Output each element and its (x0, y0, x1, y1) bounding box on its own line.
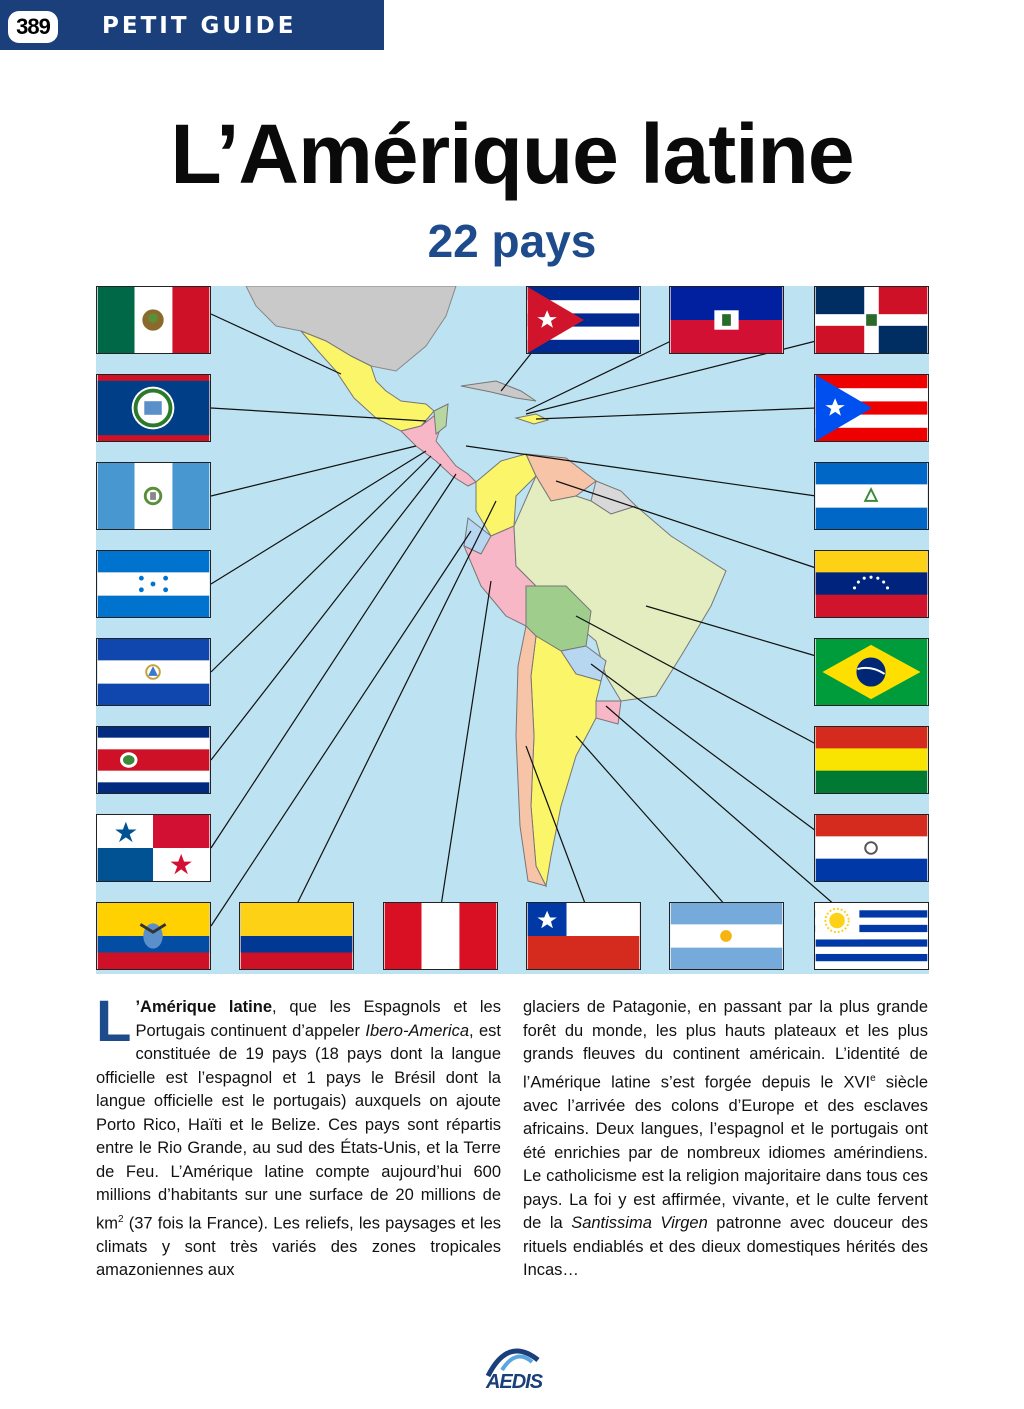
flag-argentina (669, 902, 784, 970)
flag-guatemala (96, 462, 211, 530)
superscript: e (870, 1072, 876, 1084)
body-italic: Ibero-America (365, 1021, 469, 1040)
page-subtitle: 22 pays (427, 215, 597, 267)
map-panel (96, 286, 929, 974)
body-column-1 (96, 989, 501, 1283)
flag-costa-rica (96, 726, 211, 794)
latin-america-map (96, 286, 929, 974)
logo-wordmark: AEDIS (485, 1371, 543, 1393)
body-text: siècle avec l’arrivée des colons d’Europe et des esclaves africains. Deux langues, l’espagnol et le portugais ont été enrichies par de nombreux idiomes amérindiens. Le catholicisme est la religion majoritaire dans tous ces pays. La foi y est affirmée, vivante, et le culte fervent de la (523, 1073, 928, 1232)
flag-belize (96, 374, 211, 442)
flag-mexico (96, 286, 211, 354)
flag-dominican-republic (814, 286, 929, 354)
flag-paraguay (814, 814, 929, 882)
lead-term: ’Amérique latine (135, 998, 272, 1016)
page-title: L’Amérique latine (170, 107, 854, 201)
body-text: glaciers de Patagonie, en passant par la plus grande forêt du monde, les plus hauts plateaux et les plus grands fleuves du continent américain. L’identité de l’Amérique latine s’est forgée depuis le XVI (523, 998, 928, 1091)
flag-puerto-rico (814, 374, 929, 442)
flag-haiti (669, 286, 784, 354)
body-text: , est constituée de 19 pays (18 pays dont la langue officielle est l’espagnol et 1 pays le Brésil dont la langue officielle est le portugais) auxquels on ajoute Porto Rico, Haïti et le Belize. Ces pays sont répartis entre le Rio Grande, au sud des États-Unis, et la Terre de Feu. L’Amérique latine compte aujourd’hui 600 millions d’habitants sur une surface de 20 millions de km (96, 1021, 501, 1232)
body-column-2 (523, 996, 928, 1283)
flag-brazil (814, 638, 929, 706)
drop-cap: L (96, 989, 132, 1054)
body-text: patronne avec douceur des rituels endiablés et des dieux domestiques hérités des Incas… (523, 1214, 928, 1279)
flag-uruguay (814, 902, 929, 970)
flag-honduras (96, 550, 211, 618)
flag-bolivia (814, 726, 929, 794)
flag-panama (96, 814, 211, 882)
header-bar (0, 0, 384, 50)
body-text: (37 fois la France). Les reliefs, les paysages et les climats y sont très variés des zones tropicales amazoniennes aux (96, 1214, 501, 1279)
flag-colombia (239, 902, 354, 970)
flag-cuba (526, 286, 641, 354)
publisher-logo (478, 1340, 550, 1396)
flag-ecuador (96, 902, 211, 970)
flag-venezuela (814, 550, 929, 618)
body-italic: Santissima Virgen (571, 1214, 708, 1232)
flag-chile (526, 902, 641, 970)
flag-peru (383, 902, 498, 970)
series-name: PETIT GUIDE (102, 13, 297, 39)
flag-nicaragua (814, 462, 929, 530)
superscript: 2 (118, 1213, 124, 1225)
flag-el-salvador (96, 638, 211, 706)
issue-number: 389 (8, 11, 58, 43)
body-text: , que les Espagnols et les Portugais continuent d’appeler (135, 998, 501, 1040)
